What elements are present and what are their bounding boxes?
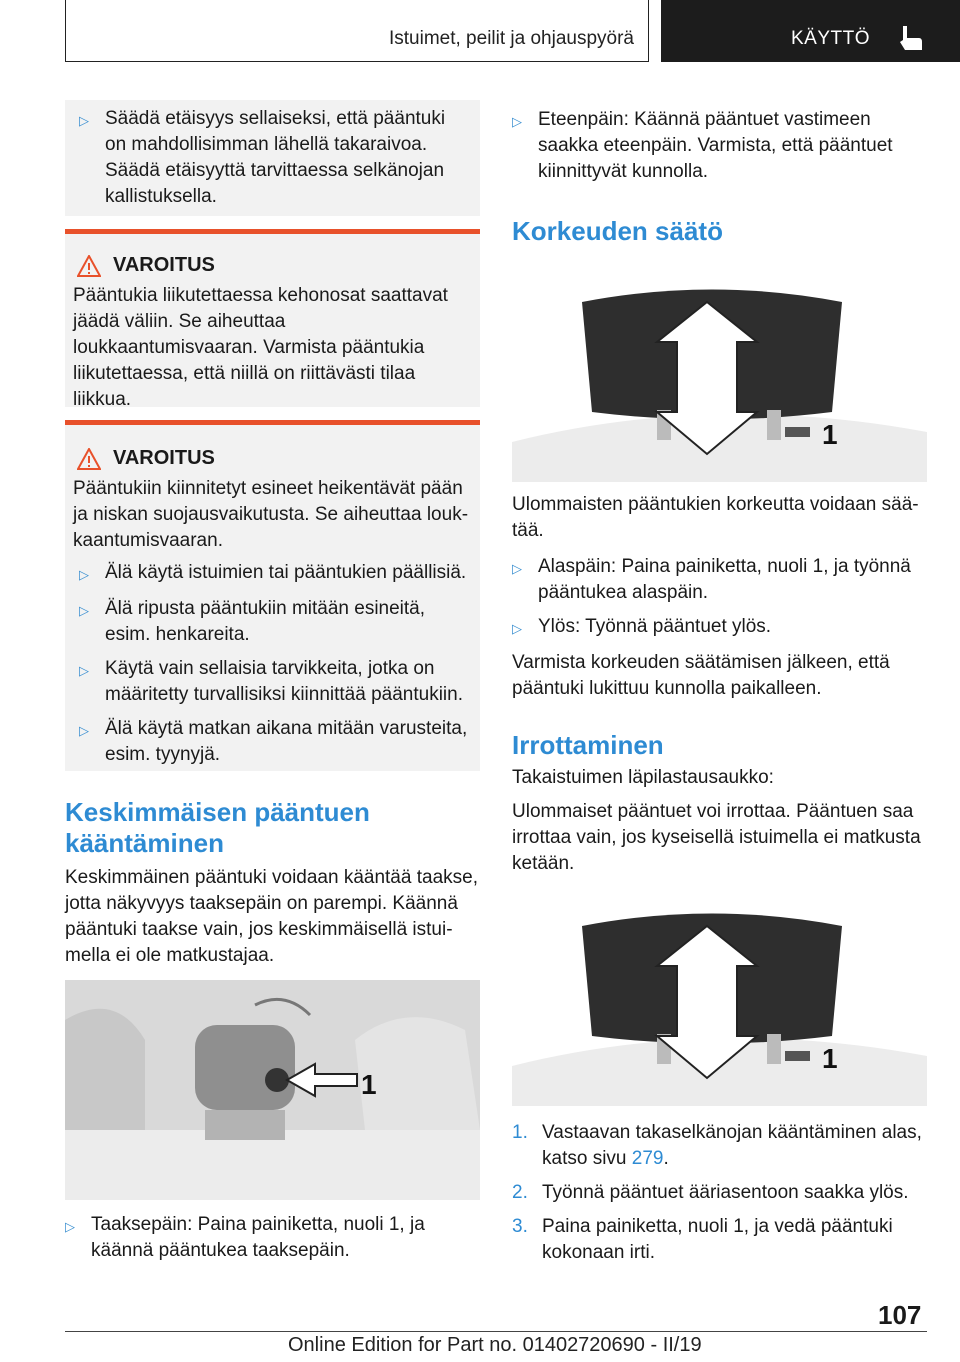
numbered-step: 1. Vastaavan takaselkänojan kääntäminen alas, katso sivu 279. <box>512 1122 922 1169</box>
warning-text: Pääntukiin kiinnitetyt esineet heikentävät pään ja niskan suojausvaikutusta. Se aiheuttaa loukkaantumisvaaran. <box>73 478 469 551</box>
rear-seat-image <box>65 980 480 1200</box>
paragraph: Varmista korkeuden säätämisen jälkeen, että pääntuki lukittuu kunnolla paikalleen. <box>512 652 890 699</box>
section-heading: Keskimmäisen pääntuen kääntäminen <box>65 797 370 858</box>
paragraph: Ulommaiset pääntuet voi irrottaa. Pääntuen saa irrottaa vain, jos kyseisellä istuimella ei matkusta ketään. <box>512 801 921 874</box>
bullet-icon: ▷ <box>512 561 522 576</box>
paragraph: Keskimmäinen pääntuki voidaan kääntää taakse, jotta näkyvyys taaksepäin on parempi. Käännä pääntuki taakse vain, jos keskimmäisellä istuimella ei ole matkustajaa. <box>65 867 478 966</box>
footer-divider <box>65 1331 927 1332</box>
bullet-icon: ▷ <box>65 1219 75 1234</box>
warning-text: Pääntukia liikutettaessa kehonosat saattavat jäädä väliin. Se aiheuttaa loukkaantumisvaaran. Varmista pääntukia liikutettaessa, että niillä on riittävästi tilaa liikkua. <box>73 285 448 410</box>
list-item: ▷ Eteenpäin: Käännä pääntuet vastimeen saakka eteenpäin. Varmista, että pääntuet kiinnittyvät kunnolla. <box>512 107 922 185</box>
warning-icon <box>77 255 101 277</box>
section-heading: Irrottaminen <box>512 730 664 760</box>
warning-icon <box>77 448 101 470</box>
numbered-step: 3. Paina painiketta, nuoli 1, ja vedä pääntuki kokonaan irti. <box>512 1216 893 1263</box>
numbered-step: 2. Työnnä pääntuet ääriasentoon saakka ylös. <box>512 1182 909 1203</box>
list-item: ▷ Ylös: Työnnä pääntuet ylös. <box>512 614 927 642</box>
list-item: ▷ Taaksepäin: Paina painiketta, nuoli 1, ja käännä pääntukea taaksepäin. <box>65 1212 465 1264</box>
warning-title: VAROITUS <box>113 447 215 469</box>
list-item: ▷ Älä käytä matkan aikana mitään varusteita, esim. tyynyjä. <box>79 716 472 768</box>
section-heading: Korkeuden säätö <box>512 216 723 246</box>
header-title: Istuimet, peilit ja ohjauspyörä <box>388 28 634 49</box>
list-item: ▷ Alaspäin: Paina painiketta, nuoli 1, ja työnnä pääntukea alaspäin. <box>512 554 927 606</box>
bullet-icon: ▷ <box>512 621 522 636</box>
headrest-removal-image <box>512 906 927 1106</box>
paragraph: Ulommaisten pääntukien korkeutta voidaan säätää. <box>512 494 919 541</box>
header-section: KÄYTTÖ <box>791 28 871 49</box>
headrest-height-image <box>512 282 927 482</box>
bullet-icon: ▷ <box>79 567 89 582</box>
bullet-icon: ▷ <box>79 723 89 738</box>
paragraph: Takaistuimen läpilastausaukko: <box>512 767 774 788</box>
page-number: 107 <box>878 1300 922 1330</box>
header-section-tab <box>661 0 960 62</box>
page-link[interactable]: 279 <box>631 1148 664 1169</box>
svg-text:1: 1 <box>822 1043 838 1074</box>
pointing-hand-icon <box>897 24 923 52</box>
list-item: ▷ Säädä etäisyys sellaiseksi, että pääntuki on mahdollisimman lähellä takaraivoa. Säädä etäisyyttä tarvittaessa selkänojan kallistuksella. <box>79 106 470 210</box>
footer-text: Online Edition for Part no. 01402720690 - II/19 <box>288 1334 702 1356</box>
intro-box <box>65 100 480 216</box>
bullet-icon: ▷ <box>79 603 89 618</box>
list-item: ▷ Älä ripusta pääntukiin mitään esineitä, esim. henkareita. <box>79 596 472 648</box>
bullet-icon: ▷ <box>512 114 522 129</box>
bullet-icon: ▷ <box>79 663 89 678</box>
svg-text:1: 1 <box>361 1069 377 1100</box>
warning-box <box>65 229 480 410</box>
bullet-icon: ▷ <box>79 113 89 128</box>
svg-text:1: 1 <box>822 419 838 450</box>
warning-box <box>65 420 480 771</box>
list-item: ▷ Käytä vain sellaisia tarvikkeita, jotka on määritetty turvallisiksi kiinnittää pääntukiin. <box>79 656 472 708</box>
list-item: ▷ Älä käytä istuimien tai pääntukien päällisiä. <box>79 560 472 588</box>
header-title-box <box>65 0 649 62</box>
warning-title: VAROITUS <box>113 254 215 276</box>
